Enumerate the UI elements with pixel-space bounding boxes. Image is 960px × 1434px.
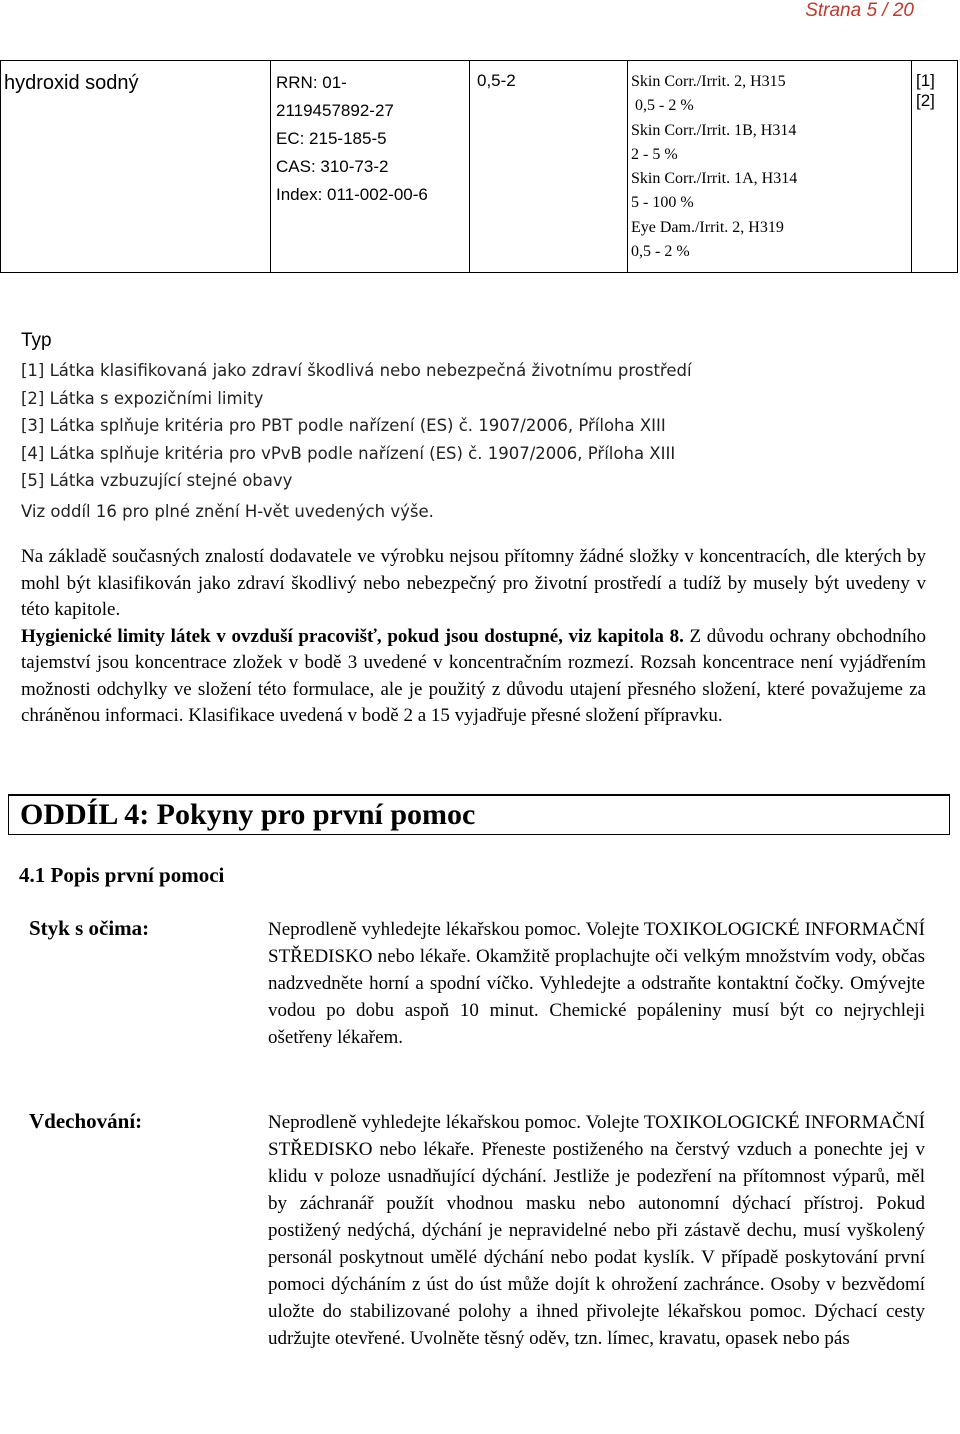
legend-item: [3] Látka splňuje kritéria pro PBT podle nařízení (ES) č. 1907/2006, Příloha XIII: [21, 416, 666, 435]
ec-number: EC: 215-185-5: [276, 129, 387, 148]
table-row: [1, 61, 958, 273]
rrn-line: RRN: 01-: [276, 73, 347, 92]
subsection-title: 4.1 Popis první pomoci: [19, 863, 225, 887]
classification-line: Skin Corr./Irrit. 1B, H314: [631, 121, 797, 139]
cas-number: CAS: 310-73-2: [276, 157, 389, 176]
first-aid-text: Neprodleně vyhledejte lékařskou pomoc. Volejte TOXIKOLOGICKÉ INFORMAČNÍ STŘEDISKO nebo lékaře. Přeneste postiženého na čerstvý vzduch a ponechte jej v klidu v poloze usnadňující dýchání. Jestliže je podezření na přítomnost výparů, měl by záchranář použít vhodnou masku nebo autonomní dýchací přístroj. Pokud postižený nedýchá, dýchání je nepravidelné nebo při zástavě dechu, musí vyškolený personál poskytnout umělé dýchání nebo podat kyslík. V případě poskytování první pomoci dýcháním z úst do úst může dojít k ohrožení zachránce. Osoby v bezvědomí uložte do stabilizované polohy a ihned přivolejte lékařskou pomoc. Dýchací cesty udržujte otevřené. Uvolněte těsný oděv, tzn. límec, kravatu, opasek nebo pás: [268, 1112, 925, 1349]
legend-title: Typ: [21, 330, 52, 351]
classification-line: Skin Corr./Irrit. 2, H315: [631, 73, 786, 90]
legend-item: [1] Látka klasifikovaná jako zdraví škodlivá nebo nebezpečná životnímu prostředí: [21, 361, 692, 380]
legend-item: [4] Látka splňuje kritéria pro vPvB podle nařízení (ES) č. 1907/2006, Příloha XIII: [21, 443, 676, 463]
classification: [628, 61, 912, 273]
first-aid-label: Styk s očima:: [29, 916, 150, 940]
info-paragraphs: [21, 544, 926, 730]
legend-item: [5] Látka vzbuzující stejné obavy: [21, 471, 293, 490]
substance-identifiers: [271, 61, 470, 273]
paragraph: [21, 624, 926, 730]
classification-line: Skin Corr./Irrit. 1A, H314: [631, 170, 798, 188]
paragraph-text: Z důvodu ochrany obchodního tajemství jsou koncentrace zložek v bodě 3 uvedené v koncentračním rozmezí. Rozsah koncentrace není vyjádřením možnosti odchylky ve složení této formulace, ale je použitý z důvodu utajení přesného složení, které považujeme za chráněnou informaci. Klasifikace uvedená v bodě 2 a 15 vyjadřuje přesné složení přípravku.: [21, 625, 926, 726]
substance-type: [1] [2]: [912, 61, 958, 273]
concentration: 0,5-2: [470, 61, 628, 273]
note-text: Viz oddíl 16 pro plné znění H-vět uvedených výše.: [21, 502, 434, 521]
classification-range: 0,5 - 2 %: [635, 97, 694, 115]
classification-range: 2 - 5 %: [631, 145, 678, 163]
substance-name: hydroxid sodný: [1, 61, 271, 273]
section-heading: [8, 794, 950, 835]
first-aid-text: Neprodleně vyhledejte lékařskou pomoc. Volejte TOXIKOLOGICKÉ INFORMAČNÍ STŘEDISKO nebo lékaře. Okamžitě proplachujte oči velkým množstvím vody, občas nadzvedněte horní a spodní víčko. Vyhledejte a odstraňte kontaktní čočky. Omývejte vodou po dobu aspoň 10 minut. Chemické popáleniny musí být co nejrychleji ošetřeny lékařem.: [268, 919, 925, 1048]
classification-range: 0,5 - 2 %: [631, 243, 690, 261]
h-phrases-note: [21, 502, 926, 521]
legend-list: [21, 357, 926, 495]
rrn-number: 2119457892-27: [276, 101, 394, 120]
first-aid-label: Vdechování:: [29, 1109, 143, 1133]
classification-range: 5 - 100 %: [631, 194, 694, 212]
composition-table: [0, 60, 958, 273]
paragraph: Na základě současných znalostí dodavatele ve výrobku nejsou přítomny žádné složky v koncentracích, dle kterých by mohl být klasifikován jako zdraví škodlivý nebo nebezpečný pro životní prostředí a tudíž by musely být uvedeny v této kapitole.: [21, 546, 926, 620]
classification-line: Eye Dam./Irrit. 2, H319: [631, 218, 784, 236]
page-number: Strana 5 / 20: [805, 0, 914, 21]
bold-reference: Hygienické limity látek v ovzduší pracovišť, pokud jsou dostupné, viz kapitola 8.: [21, 625, 684, 647]
index-number: Index: 011-002-00-6: [276, 185, 428, 204]
section-title: ODDÍL 4: Pokyny pro první pomoc: [20, 798, 476, 831]
legend-item: [2] Látka s expozičními limity: [21, 388, 264, 408]
